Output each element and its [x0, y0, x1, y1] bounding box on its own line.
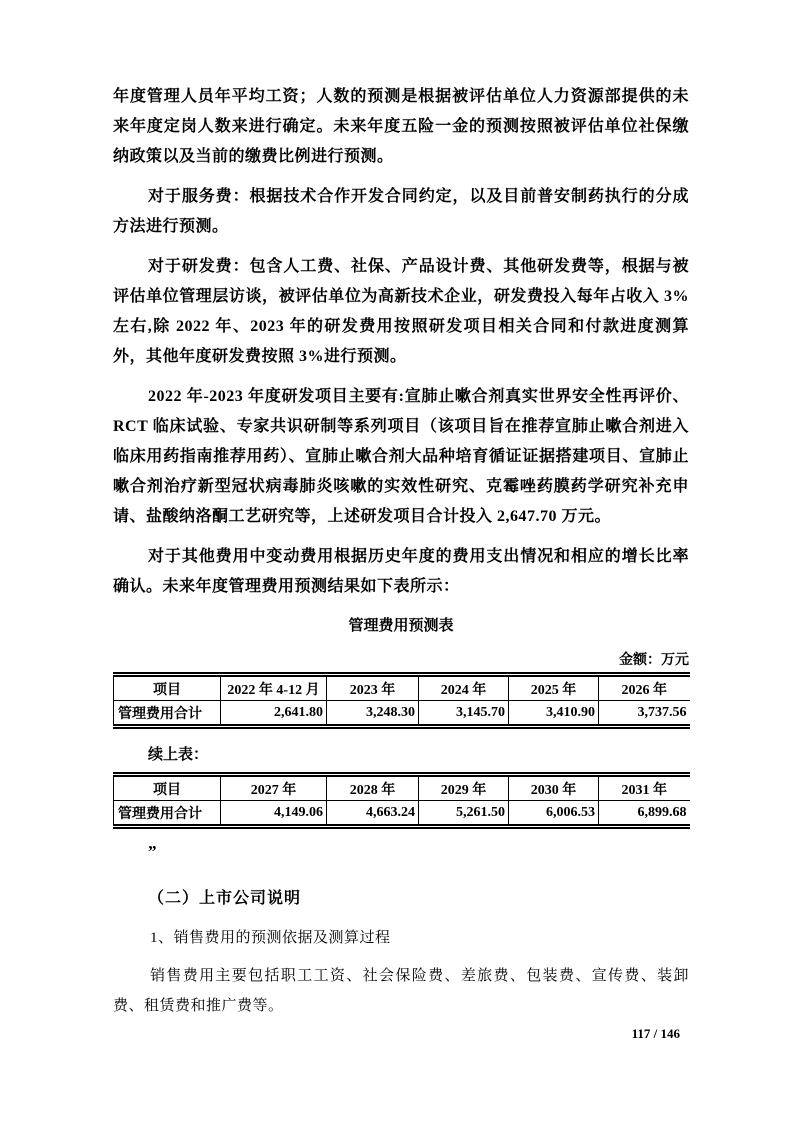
paragraph-selling-expense: 销售费用主要包括职工工资、社会保险费、差旅费、包装费、宣传费、装卸费、租赁费和推广费等。 — [113, 968, 689, 1014]
closing-quote-mark: ” — [148, 842, 157, 861]
paragraph-rd-fee: 对于研发费：包含人工费、社保、产品设计费、其他研发费等，根据与被评估单位管理层访谈，被评估单位为高新技术企业，研发费投入每年占收入 3%左右,除 2022 年、2023 年的研发费用按照研发项目相关合同和付款进度测算外，其他年度研发费按照 3%进行预测。 — [113, 258, 689, 365]
table2-header-2028: 2028 年 — [327, 775, 419, 801]
table1-value-2022: 2,641.80 — [221, 701, 327, 727]
page-number: 117 / 146 — [631, 1026, 680, 1041]
table1-row-label: 管理费用合计 — [114, 701, 221, 727]
paragraph-rd-projects: 2022 年-2023 年度研发项目主要有:宣肺止嗽合剂真实世界安全性再评价、RCT 临床试验、专家共识研制等系列项目（该项目旨在推荐宣肺止嗽合剂进入临床用药指南推荐用药）、宣肺止嗽合剂大品种培育循证证据搭建项目、宣肺止嗽合剂治疗新型冠状病毒肺炎咳嗽的实效性研究、克霉唑药膜药学研究补充申请、盐酸纳洛酮工艺研究等，上述研发项目合计投入 2,647.70 万元。 — [113, 388, 689, 525]
table2-header-2030: 2030 年 — [509, 775, 599, 801]
management-expense-forecast-table-1 — [113, 672, 690, 729]
table1-value-2025: 3,410.90 — [509, 701, 599, 727]
page-content — [113, 82, 689, 1021]
table1-value-2026: 3,737.56 — [637, 704, 687, 720]
table1-value-2023: 3,248.30 — [327, 701, 419, 727]
table1-header-2025: 2025 年 — [509, 675, 599, 701]
table2-header-item: 项目 — [114, 775, 221, 801]
table2-value-2029: 5,261.50 — [419, 801, 509, 827]
paragraph-service-fee: 对于服务费：根据技术合作开发合同约定，以及目前普安制药执行的分成方法进行预测。 — [113, 188, 689, 235]
table1-header-2022: 2022 年 4-12 月 — [221, 675, 327, 701]
table2-header-2031: 2031 年 — [599, 775, 690, 801]
table2-value-2030: 6,006.53 — [509, 801, 599, 827]
list-item-selling-expense: 1、销售费用的预测依据及测算过程 — [150, 930, 391, 946]
table-continuation-label: 续上表： — [148, 747, 209, 763]
unit-note: 金额：万元 — [619, 653, 689, 668]
table1-header-row — [114, 675, 690, 701]
table2-data-row — [114, 801, 690, 827]
table2-header-row — [114, 775, 690, 801]
table1-data-row — [114, 701, 690, 727]
table2-value-2027: 4,149.06 — [221, 801, 327, 827]
table2-row-label: 管理费用合计 — [114, 801, 221, 827]
paragraph-admin-salary: 年度管理人员年平均工资；人数的预测是根据被评估单位人力资源部提供的未来年度定岗人数来进行确定。未来年度五险一金的预测按照被评估单位社保缴纳政策以及当前的缴费比例进行预测。 — [113, 88, 689, 165]
table1-header-2024: 2024 年 — [419, 675, 509, 701]
table1-header-2023: 2023 年 — [327, 675, 419, 701]
table-title: 管理费用预测表 — [348, 618, 454, 634]
table2-value-2028: 4,663.24 — [327, 801, 419, 827]
table2-value-2031: 6,899.68 — [637, 804, 687, 820]
section-heading-listed-company: （二）上市公司说明 — [148, 890, 302, 907]
table1-header-item: 项目 — [114, 675, 221, 701]
table2-header-2027: 2027 年 — [221, 775, 327, 801]
table1-header-2026: 2026 年 — [599, 675, 690, 701]
table2-header-2029: 2029 年 — [419, 775, 509, 801]
management-expense-forecast-table-2 — [113, 772, 690, 829]
paragraph-other-fee: 对于其他费用中变动费用根据历史年度的费用支出情况和相应的增长比率确认。未来年度管理费用预测结果如下表所示： — [113, 548, 689, 595]
table1-value-2024: 3,145.70 — [419, 701, 509, 727]
